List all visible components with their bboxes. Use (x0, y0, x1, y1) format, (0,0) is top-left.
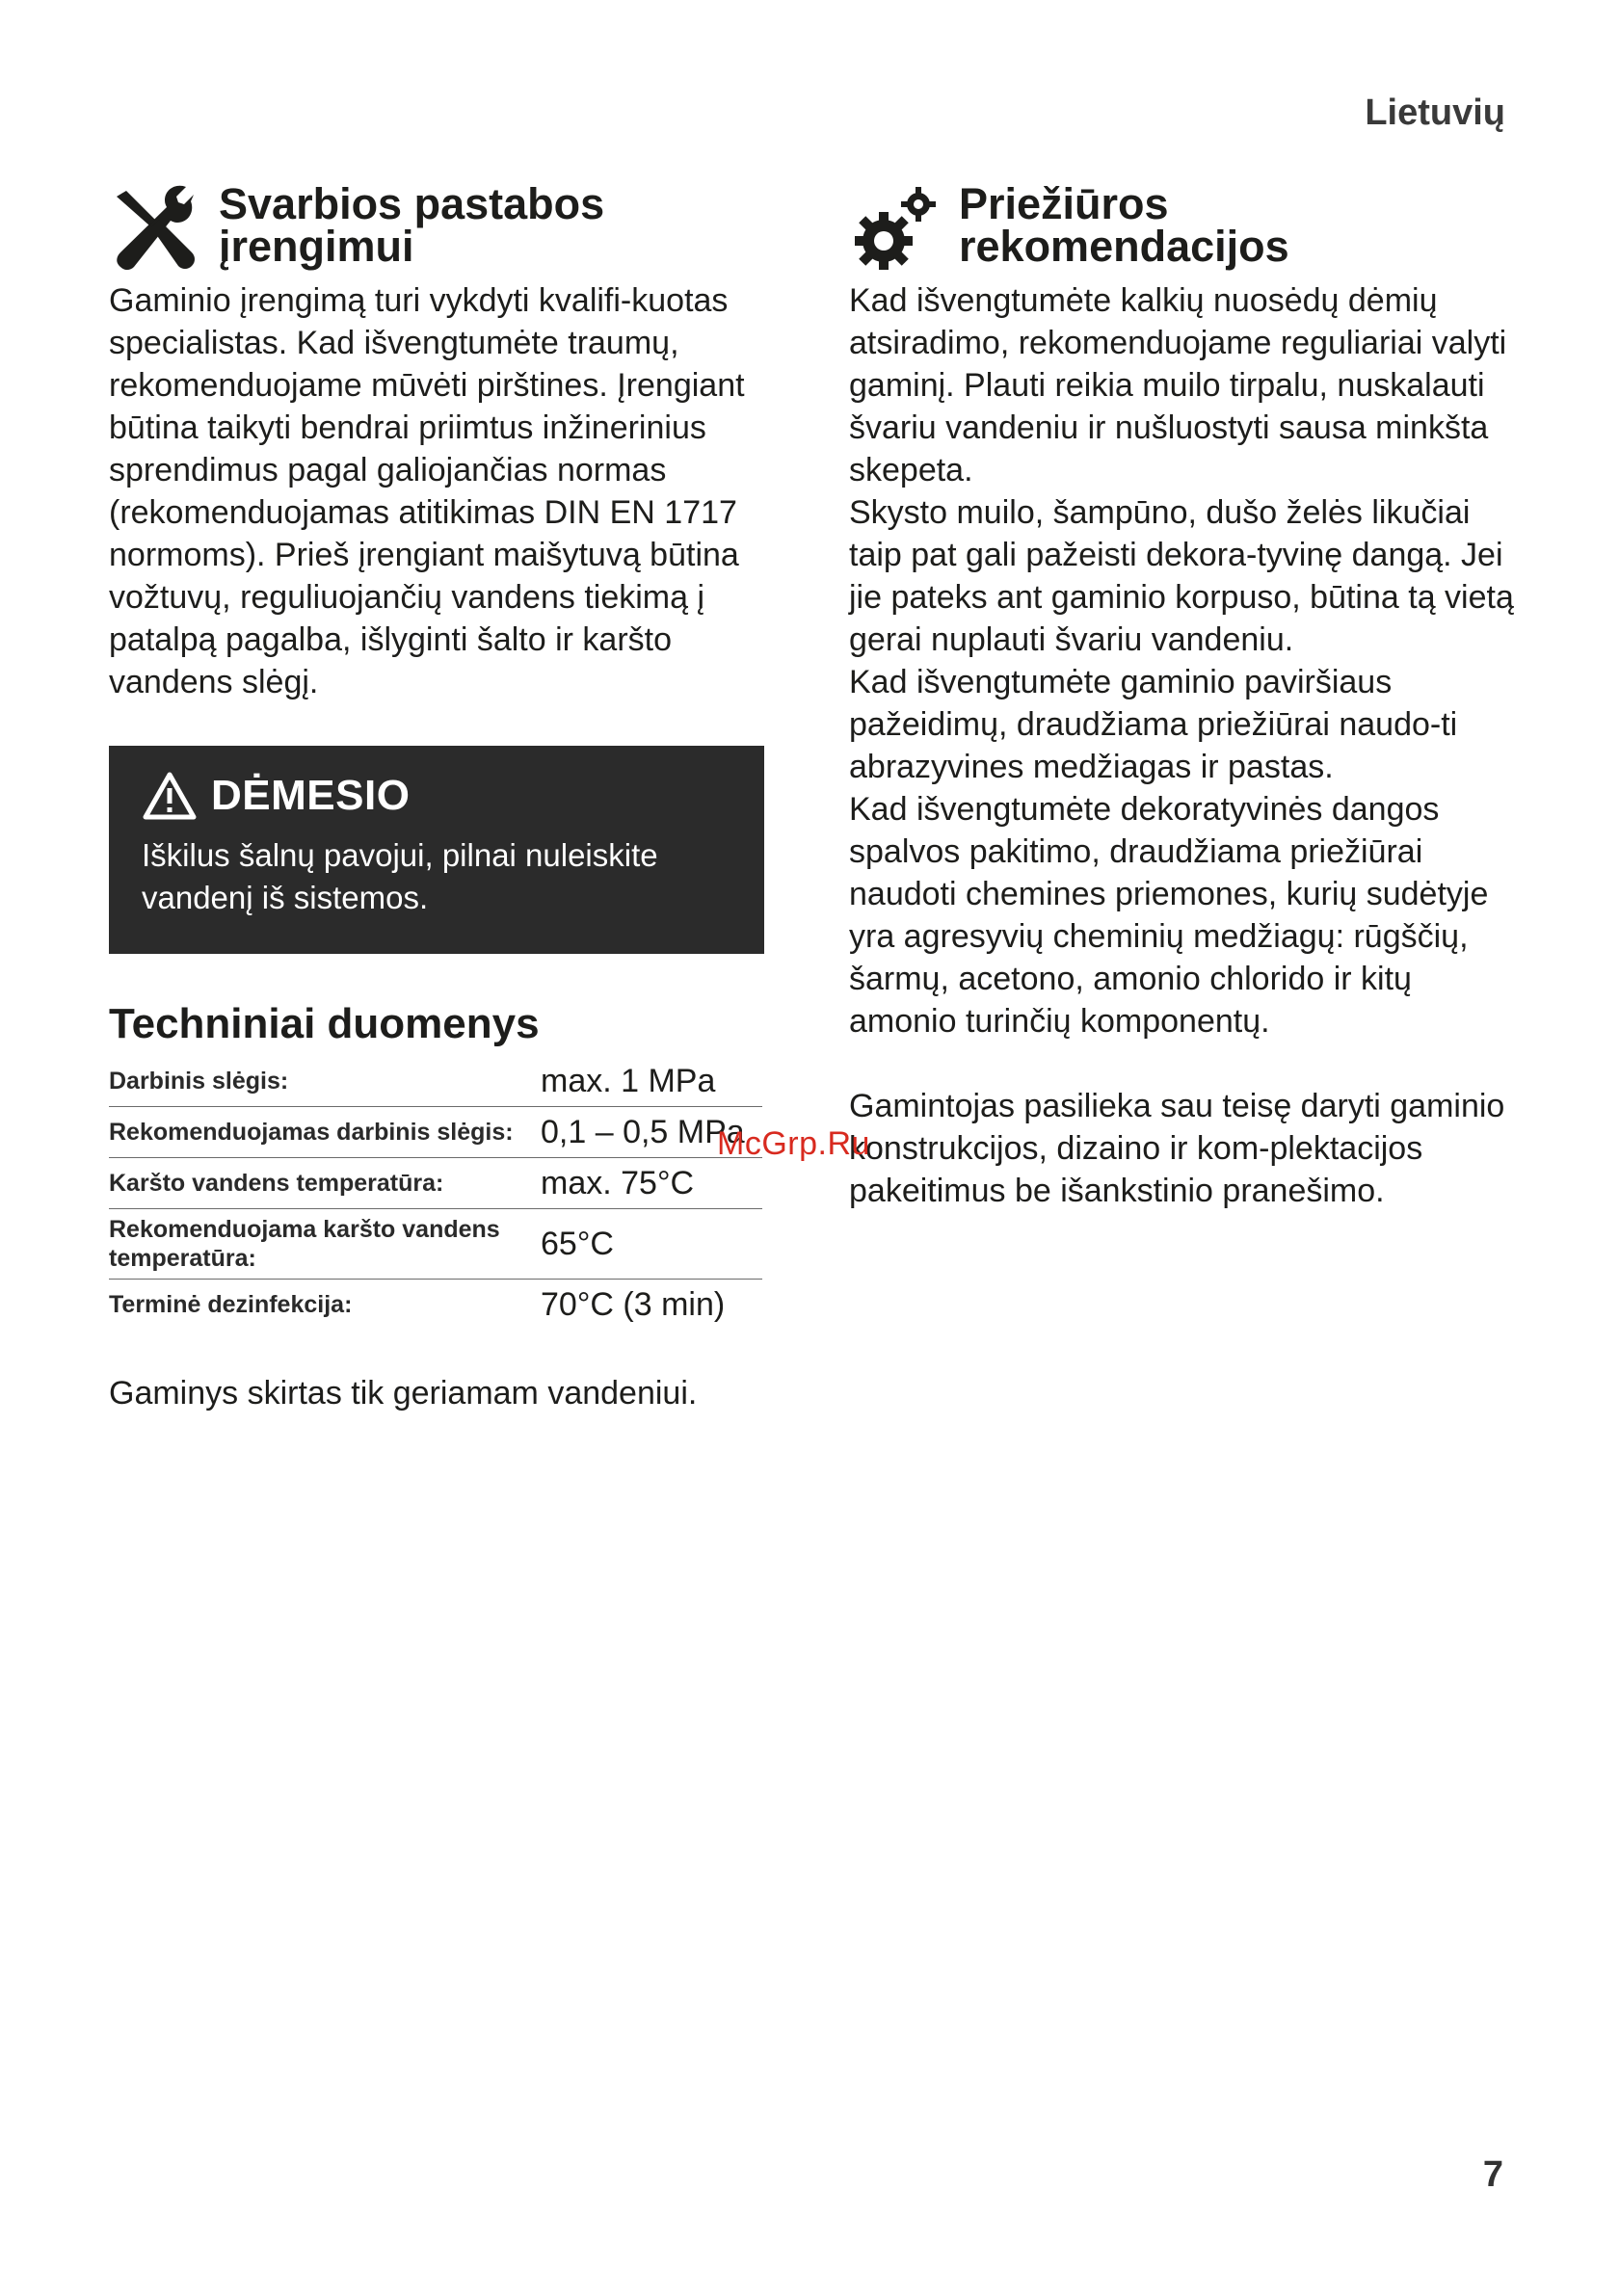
care-section-header (849, 179, 1514, 277)
spec-value: max. 75°C (541, 1158, 762, 1209)
care-paragraph: Skysto muilo, šampūno, dušo želės likučiai taip pat gali pažeisti dekora-tyvinę dangą. Jei jie pateks ant gaminio korpuso, būtina tą vietą gerai nuplauti švariu vandeniu. (849, 494, 1514, 658)
spec-label: Rekomenduojama karšto vandens temperatūra: (109, 1209, 541, 1280)
install-title: Svarbios pastabos įrengimui (219, 179, 605, 271)
gears-icon (849, 185, 942, 277)
spec-value: 65°C (541, 1209, 762, 1280)
care-title: Priežiūros rekomendacijos (959, 179, 1289, 271)
manufacturer-note: Gamintojas pasilieka sau teisę daryti gaminio konstrukcijos, dizaino ir kom-plektacijos pakeitimus be išankstinio pranešimo. (849, 1088, 1505, 1209)
spec-label: Rekomenduojamas darbinis slėgis: (109, 1107, 541, 1158)
spec-label: Darbinis slėgis: (109, 1056, 541, 1107)
warning-header (142, 771, 731, 821)
warning-title: DĖMESIO (211, 772, 411, 819)
language-label: Lietuvių (1365, 92, 1505, 133)
care-paragraph: Kad išvengtumėte dekoratyvinės dangos spalvos pakitimo, draudžiama priežiūrai naudoti chemines priemones, kurių sudėtyje yra agresyvių cheminių medžiagų: rūgščių, šarmų, acetono, amonio chlorido ir kitų amonio turinčių komponentų. (849, 791, 1489, 1040)
care-paragraph: Kad išvengtumėte gaminio paviršiaus pažeidimų, draudžiama priežiūrai naudo-ti abrazyvines medžiagas ir pastas. (849, 664, 1458, 785)
tech-data-table (109, 1056, 762, 1330)
table-row (109, 1280, 762, 1331)
tools-icon (109, 185, 201, 277)
spec-label: Karšto vandens temperatūra: (109, 1158, 541, 1209)
warning-box (109, 746, 764, 954)
spec-label: Terminė dezinfekcija: (109, 1291, 353, 1318)
drinking-water-note: Gaminys skirtas tik geriamam vandeniui. (109, 1375, 698, 1412)
left-column (109, 179, 764, 1414)
warning-triangle-icon (142, 771, 198, 821)
table-row (109, 1056, 762, 1107)
table-row (109, 1158, 762, 1209)
spec-value: 0,1 – 0,5 MPa (541, 1107, 762, 1158)
watermark: McGrp.Ru (717, 1125, 870, 1162)
tech-data-title: Techniniai duomenys (109, 1000, 540, 1047)
page-number: 7 (1482, 2154, 1503, 2195)
spec-value: 70°C (3 min) (541, 1286, 726, 1323)
table-row (109, 1107, 762, 1158)
warning-text: Iškilus šalnų pavojui, pilnai nuleiskite vandenį iš sistemos. (142, 837, 658, 915)
spec-value: max. 1 MPa (541, 1056, 762, 1107)
table-row (109, 1209, 762, 1280)
install-section-header (109, 179, 764, 277)
care-paragraph: Kad išvengtumėte kalkių nuosėdų dėmių atsiradimo, rekomenduojame reguliariai valyti gaminį. Plauti reikia muilo tirpalu, nuskalauti švariu vandeniu ir nušluostyti sausa minkšta skepeta. (849, 282, 1507, 488)
install-text: Gaminio įrengimą turi vykdyti kvalifi-kuotas specialistas. Kad išvengtumėte traumų, rekomenduojame mūvėti pirštines. Įrengiant būtina taikyti bendrai priimtus inžinerinius sprendimus pagal galiojančias normas (rekomenduojamas atitikimas DIN EN 1717 normoms). Prieš įrengiant maišytuvą būtina vožtuvų, reguliuojančių vandens tiekimą į patalpą pagalba, išlyginti šalto ir karšto vandens slėgį. (109, 282, 745, 700)
right-column (849, 179, 1514, 1212)
